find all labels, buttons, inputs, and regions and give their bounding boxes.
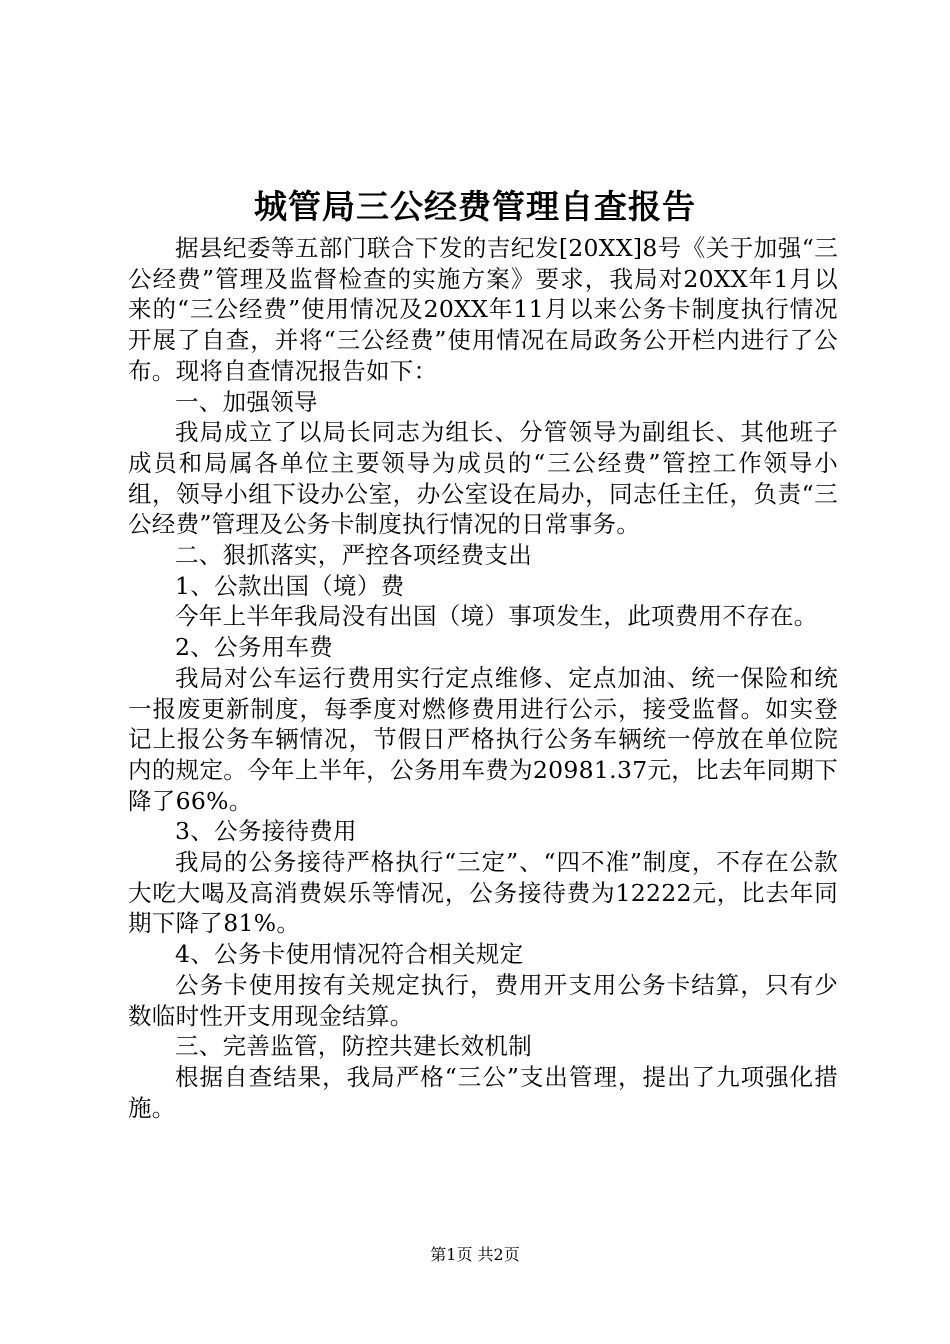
section-heading-1: 一、加强领导: [175, 387, 318, 416]
body-paragraph: 我局对公车运行费用实行定点维修、定点加油、统一保险和统一报废更新制度，每季度对燃修费用进行公示，接受监督。如实登记上报公务车辆情况，节假日严格执行公务车辆统一停放在单位院内的规定。今年上半年，公务用车费为20981.37元，比去年同期下降了66%。: [128, 663, 838, 815]
body-paragraph: 我局的公务接待严格执行“三定”、“四不准”制度，不存在公款大吃大喝及高消费娱乐等情况，公务接待费为12222元，比去年同期下降了81%。: [128, 848, 838, 938]
body-paragraph: 我局成立了以局长同志为组长、分管领导为副组长、其他班子成员和局属各单位主要领导为成员的“三公经费”管控工作领导小组，领导小组下设办公室，办公室设在局办，同志任主任，负责“三公经费”管理及公务卡制度执行情况的日常事务。: [128, 418, 838, 539]
body-paragraph: 今年上半年我局没有出国（境）事项发生，此项费用不存在。: [175, 602, 818, 631]
subsection-heading-2: 2、公务用车费: [175, 633, 334, 662]
subsection-heading-3: 3、公务接待费用: [175, 817, 357, 846]
body-paragraph: 根据自查结果，我局严格“三公”支出管理，提出了九项强化措施。: [128, 1062, 838, 1122]
subsection-heading-4: 4、公务卡使用情况符合相关规定: [175, 940, 524, 969]
document-title: 城管局三公经费管理自查报告: [254, 187, 696, 226]
intro-paragraph: 据县纪委等五部门联合下发的吉纪发[20XX]8号《关于加强“三公经费”管理及监督检查的实施方案》要求，我局对20XX年1月以来的“三公经费”使用情况及20XX年11月以来公务卡制度执行情况开展了自查，并将“三公经费”使用情况在局政务公开栏内进行了公布。现将自查情况报告如下：: [128, 234, 838, 385]
body-paragraph: 公务卡使用按有关规定执行，费用开支用公务卡结算，只有少数临时性开支用现金结算。: [128, 970, 838, 1030]
document-body: [128, 233, 838, 1123]
subsection-heading-1: 1、公款出国（境）费: [175, 571, 405, 600]
section-heading-2: 二、狠抓落实，严控各项经费支出: [175, 541, 532, 570]
section-heading-3: 三、完善监管，防控共建长效机制: [175, 1032, 532, 1061]
page-number: 第1页 共2页: [430, 1245, 520, 1264]
